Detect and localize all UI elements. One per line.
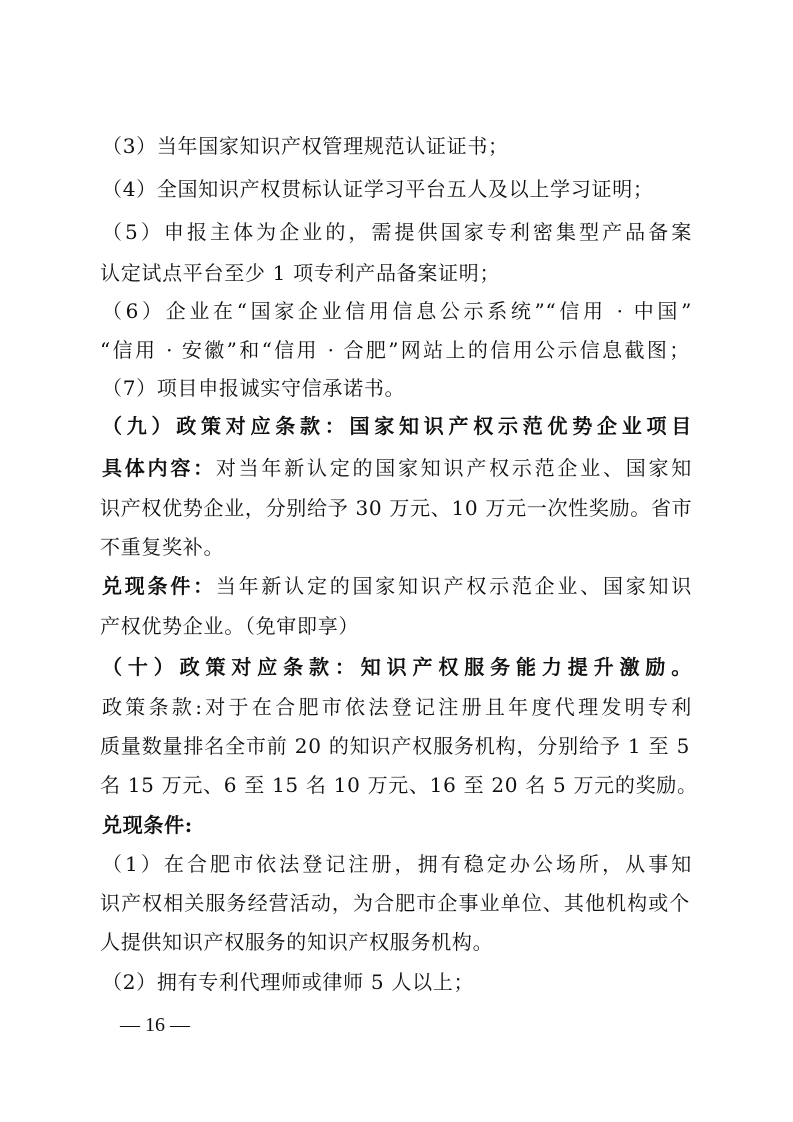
- item-7: （7）项目申报诚实守信承诺书。: [102, 376, 406, 400]
- section-10-policy-line-1: 政策条款:对于在合肥市依法登记注册且年度代理发明专利: [102, 695, 692, 719]
- item-3: （3）当年国家知识产权管理规范认证证书；: [102, 134, 509, 158]
- section-10-condition-1-line-2: 识产权相关服务经营活动，为合肥市企事业单位、其他机构或个: [100, 891, 690, 915]
- section-10-conditions-label: 兑现条件:: [102, 813, 193, 837]
- section-9-content-line-3: 不重复奖补。: [100, 535, 225, 559]
- section-10-condition-2: （2）拥有专利代理师或律师 5 人以上；: [102, 970, 475, 994]
- section-10-condition-1-line-3: 人提供知识产权服务的知识产权服务机构。: [100, 930, 494, 954]
- section-9-conditions-line-2: 产权优势企业。（免审即享）: [100, 614, 360, 638]
- item-6-line-2: “信用 · 安徽”和“信用 · 合肥”网站上的信用公示信息截图；: [100, 338, 690, 362]
- section-10-heading: （十）政策对应条款：知识产权服务能力提升激励。: [102, 655, 692, 679]
- section-9-content-label: 具体内容：: [102, 456, 216, 480]
- section-9-content-text: 对当年新认定的国家知识产权示范企业、国家知: [215, 456, 692, 480]
- section-9-conditions-label: 兑现条件：: [102, 574, 216, 598]
- item-6-line-1: （6）企业在“国家企业信用信息公示系统”“信用 · 中国”: [102, 299, 692, 323]
- section-10-policy-line-3: 名 15 万元、6 至 15 名 10 万元、16 至 20 名 5 万元的奖励。: [100, 773, 698, 797]
- item-4: （4）全国知识产权贯标认证学习平台五人及以上学习证明；: [102, 177, 654, 201]
- item-5-line-1: （5）申报主体为企业的，需提供国家专利密集型产品备案: [102, 220, 692, 244]
- section-9-content-line-2: 识产权优势企业，分别给予 30 万元、10 万元一次性奖励。省市: [100, 496, 693, 520]
- item-5-line-2: 认定试点平台至少 1 项专利产品备案证明；: [100, 261, 501, 285]
- section-10-policy-line-2: 质量数量排名全市前 20 的知识产权服务机构，分别给予 1 至 5: [100, 734, 690, 758]
- section-9-content-line-1: [102, 453, 692, 483]
- section-10-condition-1-line-1: （1）在合肥市依法登记注册，拥有稳定办公场所，从事知: [102, 852, 692, 876]
- section-9-conditions-line-1: [102, 571, 692, 601]
- section-9-heading: （九）政策对应条款：国家知识产权示范优势企业项目: [102, 414, 692, 438]
- section-9-conditions-text: 当年新认定的国家知识产权示范企业、国家知识: [215, 574, 692, 598]
- page-number: — 16 —: [120, 1014, 190, 1036]
